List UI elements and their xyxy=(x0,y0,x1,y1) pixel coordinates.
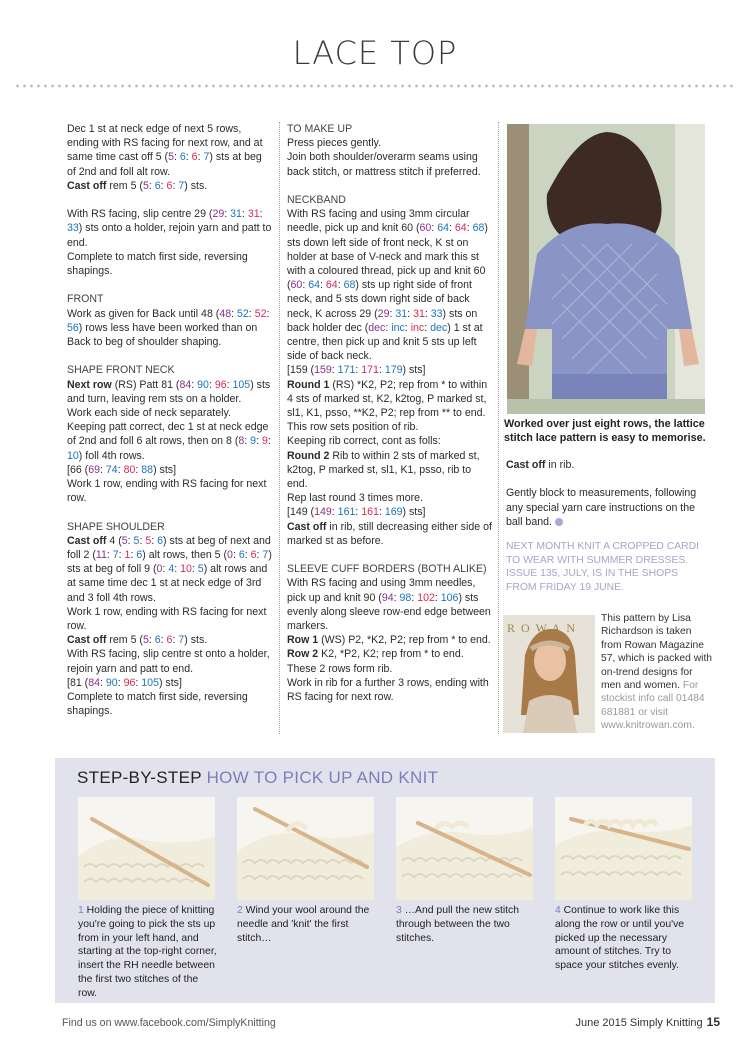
make-up-paragraph: Press pieces gently. Join both shoulder/overarm seams using back stitch, or mattress stitch if preferred. xyxy=(287,137,481,178)
photo-caption: Worked over just eight rows, the lattice stitch lace pattern is easy to memorise. xyxy=(504,418,706,444)
front-heading: FRONT xyxy=(67,293,104,306)
step-text: Continue to work like this along the row or until you've picked up the necessary amount of stitches. Try to space your stitches evenly. xyxy=(555,905,685,972)
neckband-paragraph: With RS facing and using 3mm circular needle, pick up and knit 60 (60: 64: 64: 68) sts down left side of front neck, K st on holder at base of V-neck and mark this st with a coloured thread, pick up and knit 60 (60: 64: 64: 68) sts up right side of front neck, and 5 sts down right side of back neck, K across 29 (29: 31: 31: 33) sts on back holder dec (dec: inc: inc: dec) 1 st at centre, then pick up and knit 5 sts up left side of back neck. [159 (159: 171: 171: 179) sts] Round 1 (RS) *K2, P2; rep from * to within 4 sts of marked st, K2, k2tog, P marked st, sl1, K1, psso, **K2, P2; rep from ** to end. This row sets position of rib. Keeping rib correct, cont as folls: Round 2 Rib to within 2 sts of marked st, k2tog, P marked st, sl1, K1, psso, rib to end. Rep last round 3 times more. [149 (149: 161: 161: 169) sts] Cast off in rib, still decreasing either side of marked st as before. xyxy=(287,208,492,547)
back-neck-paragraph: Dec 1 st at neck edge of next 5 rows, ending with RS facing for next row, and at same time cast off 5 (5: 6: 6: 7) sts at beg of 2nd and foll alt row. Cast off rem 5 (5: 6: 6: 7) sts. xyxy=(67,123,263,192)
shape-shoulder-heading: SHAPE SHOULDER xyxy=(67,520,165,533)
cast-off-paragraph: Cast off in rib. xyxy=(506,459,575,471)
step-photo-2 xyxy=(237,797,374,900)
step-text: …And pull the new stitch through between the two stitches. xyxy=(396,905,520,944)
step-photo-4 xyxy=(555,797,692,900)
block-text: Gently block to measurements, following any special yarn care instructions on the ball band. xyxy=(506,487,697,528)
column-divider xyxy=(498,122,499,734)
make-up-heading: TO MAKE UP xyxy=(287,123,353,135)
step-photo-1 xyxy=(78,797,215,900)
shape-shoulder-paragraph: Cast off 4 (5: 5: 5: 6) sts at beg of next and foll 2 (11: 7: 1: 6) alt rows, then 5 (0: 6: 6: 7) sts at beg of foll 9 (0: 4: 10: 5) alt rows and at same time dec 1 st at neck edge of 3rd and 3 foll 4th rows. Work 1 row, ending with RS facing for next row. Cast off rem 5 (5: 6: 6: 7) sts. With RS facing, slip centre st onto a holder, rejoin yarn and patt to end. [81 (84: 90: 96: 105) sts] Complete to match first side, reversing shapings. xyxy=(67,534,272,718)
facebook-link[interactable]: Find us on www.facebook.com/SimplyKnitting xyxy=(62,1017,276,1029)
front-paragraph: Work as given for Back until 48 (48: 52: 52: 56) rows less have been worked than on Back to beg of shoulder shaping. xyxy=(67,307,270,349)
column-2 xyxy=(287,122,492,718)
neckband-heading: NECKBAND xyxy=(287,194,346,206)
column-3 xyxy=(506,458,706,543)
column-divider xyxy=(279,122,280,734)
step-by-step-panel xyxy=(55,758,715,1003)
step-text: Wind your wool around the needle and 'knit' the first stitch… xyxy=(237,905,370,944)
step-by-step-title xyxy=(77,768,438,788)
rowan-logo: ROWAN xyxy=(507,621,581,635)
page-title: LACE TOP xyxy=(292,34,458,72)
step-text: Holding the piece of knitting you're going to pick the sts up from in your left hand, and starting at the top-right corner, insert the RH needle between the first two stitches of the row. xyxy=(78,905,217,999)
credit-text: This pattern by Lisa Richardson is taken from Rowan Magazine 57, which is packed with on-trend designs for men and women. xyxy=(601,613,713,692)
step-caption-1 xyxy=(78,904,218,1001)
column-1 xyxy=(67,122,272,733)
dotted-divider xyxy=(14,84,736,88)
sleeve-cuff-heading: SLEEVE CUFF BORDERS (BOTH ALIKE) xyxy=(287,563,487,576)
how-to-label: HOW TO PICK UP AND KNIT xyxy=(201,768,439,787)
lace-top-photo xyxy=(507,124,705,414)
stockist-info: For stockist info call 01484 681881 or visit www.knitrowan.com. xyxy=(601,680,705,732)
step-caption-4 xyxy=(555,904,695,973)
step-photo-3 xyxy=(396,797,533,900)
step-caption-3 xyxy=(396,904,532,945)
step-number: 4 xyxy=(555,905,561,916)
sleeve-cuff-paragraph: With RS facing and using 3mm needles, pick up and knit 90 (94: 98: 102: 106) sts evenly along sleeve row-end edge between markers. Row 1 (WS) P2, *K2, P2; rep from * to end. Row 2 K2, *P2, K2; rep from * to end. These 2 rows form rib. Work in rib for a further 3 rows, ending with RS facing for next row. xyxy=(287,577,491,704)
step-number: 1 xyxy=(78,905,84,916)
step-caption-2 xyxy=(237,904,373,945)
shape-front-neck-paragraph: Next row (RS) Patt 81 (84: 90: 96: 105) sts and turn, leaving rem sts on a holder. Work each side of neck separately. Keeping patt correct, dec 1 st at neck edge of 2nd and foll 6 alt rows, then on 8 (8: 9: 9: 10) foll 4th rows. [66 (69: 74: 80: 88) sts] Work 1 row, ending with RS facing for next row. xyxy=(67,378,271,505)
end-mark-icon xyxy=(555,518,563,526)
back-centre-paragraph: With RS facing, slip centre 29 (29: 31: 31: 33) sts onto a holder, rejoin yarn and patt to end. Complete to match first side, reversing shapings. xyxy=(67,208,272,278)
page-number: 15 xyxy=(706,1015,720,1029)
step-by-step-label: STEP-BY-STEP xyxy=(77,768,202,787)
block-paragraph xyxy=(506,486,706,529)
issue-label: June 2015 Simply Knitting xyxy=(575,1017,703,1029)
next-month-promo: NEXT MONTH KNIT A CROPPED CARDI TO WEAR WITH SUMMER DRESSES. ISSUE 135, JULY, IS IN THE SHOPS FROM FRIDAY 19 JUNE. xyxy=(506,541,700,593)
page-footer xyxy=(575,1015,720,1029)
step-number: 2 xyxy=(237,905,243,916)
shape-front-neck-heading: SHAPE FRONT NECK xyxy=(67,364,175,377)
step-number: 3 xyxy=(396,905,402,916)
rowan-magazine-cover xyxy=(503,615,595,733)
pattern-credit xyxy=(601,612,713,733)
